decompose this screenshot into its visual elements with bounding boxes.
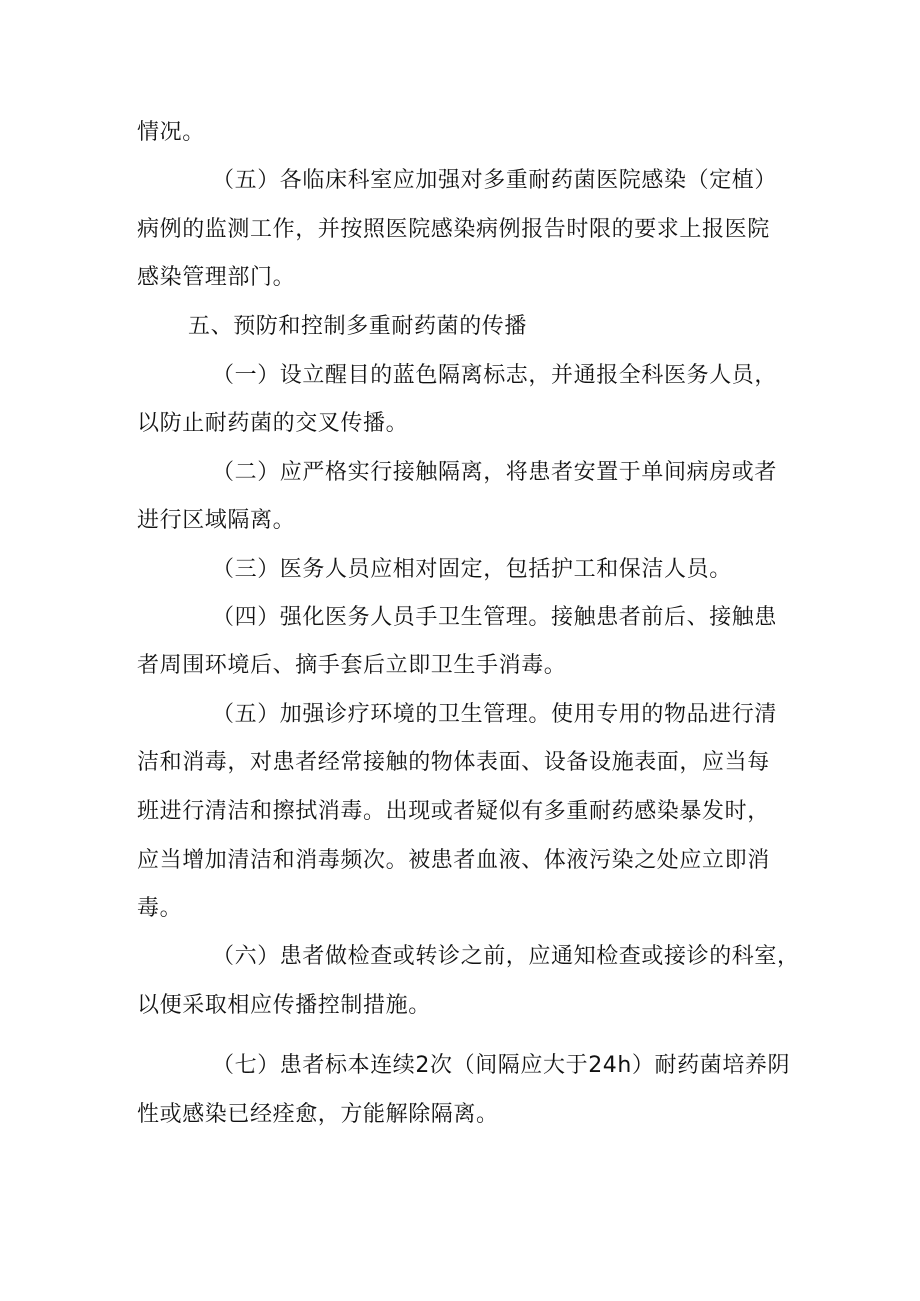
text-line: 班进行清洁和擦拭消毒。出现或者疑似有多重耐药感染暴发时， bbox=[137, 799, 770, 824]
text-line: 者周围环境后、摘手套后立即卫生手消毒。 bbox=[137, 653, 567, 678]
text-line: 情况。 bbox=[137, 120, 205, 145]
text-line: 应当增加清洁和消毒频次。被患者血液、体液污染之处应立即消 bbox=[137, 848, 770, 873]
text-line: 洁和消毒，对患者经常接触的物体表面、设备设施表面，应当每 bbox=[137, 750, 770, 775]
text-line: 性或感染已经痊愈，方能解除隔离。 bbox=[137, 1102, 499, 1127]
text-line: （一）设立醒目的蓝色隔离标志，并通报全科医务人员， bbox=[212, 363, 778, 388]
text-line: （六）患者做检查或转诊之前，应通知检查或接诊的科室， bbox=[212, 944, 800, 969]
text-line: （二）应严格实行接触隔离，将患者安置于单间病房或者 bbox=[212, 460, 778, 485]
text-line: （五）各临床科室应加强对多重耐药菌医院感染（定植） bbox=[212, 168, 778, 193]
text-line: 以便采取相应传播控制措施。 bbox=[137, 993, 431, 1018]
text-line: （三）医务人员应相对固定，包括护工和保洁人员。 bbox=[212, 557, 732, 582]
text-line: 以防止耐药菌的交叉传播。 bbox=[137, 411, 409, 436]
text-line: （五）加强诊疗环境的卫生管理。使用专用的物品进行清 bbox=[212, 702, 778, 727]
text-line: 感染管理部门。 bbox=[137, 265, 296, 290]
text-line: 进行区域隔离。 bbox=[137, 508, 296, 533]
text-line: （四）强化医务人员手卫生管理。接触患者前后、接触患 bbox=[212, 605, 778, 630]
text-line: 病例的监测工作，并按照医院感染病例报告时限的要求上报医院 bbox=[137, 217, 770, 242]
text-line: （七）患者标本连续2次（间隔应大于24h）耐药菌培养阴 bbox=[212, 1053, 791, 1078]
section-heading: 五、预防和控制多重耐药菌的传播 bbox=[188, 314, 528, 339]
text-line: 毒。 bbox=[137, 896, 183, 921]
